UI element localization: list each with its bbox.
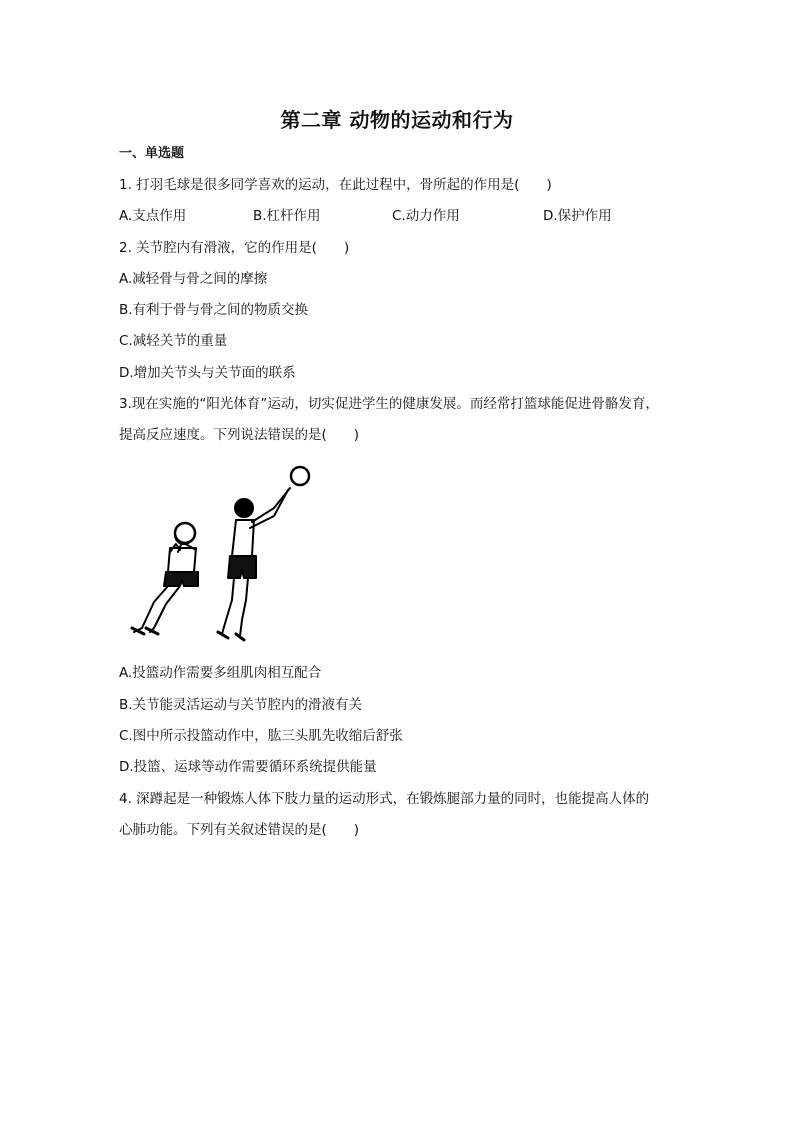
question-4-stem-line-2: 心肺功能。下列有关叙述错误的是( )	[119, 822, 360, 838]
question-4-stem-line-1: 4. 深蹲起是一种锻炼人体下肢力量的运动形式，在锻炼腿部力量的同时，也能提高人体的	[119, 791, 650, 807]
question-2-option-b: B.有利于骨与骨之间的物质交换	[119, 302, 309, 318]
section-heading: 一、单选题	[119, 146, 185, 161]
question-2-stem: 2. 关节腔内有滑液，它的作用是( )	[119, 240, 350, 256]
question-2-option-c: C.减轻关节的重量	[119, 333, 228, 349]
player-1-shirt	[168, 548, 196, 572]
question-3-option-c: C.图中所示投篮动作中，肱三头肌先收缩后舒张	[119, 728, 403, 744]
question-3-option-d: D.投篮、运球等动作需要循环系统提供能量	[119, 759, 377, 775]
question-3-stem-line-2: 提高反应速度。下列说法错误的是( )	[119, 427, 360, 443]
player-2-head	[235, 499, 253, 517]
player-2-shirt	[232, 520, 254, 556]
question-3-stem-line-1: 3.现在实施的“阳光体育”运动，切实促进学生的健康发展。而经常打篮球能促进骨骼发育，	[119, 396, 659, 412]
question-3-option-a: A.投篮动作需要多组肌肉相互配合	[119, 665, 322, 681]
question-1-stem: 1. 打羽毛球是很多同学喜欢的运动，在此过程中，骨所起的作用是( )	[119, 177, 552, 193]
question-2-option-d: D.增加关节头与关节面的联系	[119, 365, 296, 381]
player-2-ball	[291, 467, 309, 485]
basketball-players-icon	[124, 460, 324, 650]
question-1-option-d: D.保护作用	[543, 208, 612, 224]
question-2-option-a: A.减轻骨与骨之间的摩擦	[119, 271, 268, 287]
player-1-shorts	[164, 572, 198, 586]
player-1-ball	[175, 523, 195, 543]
question-1-option-b: B.杠杆作用	[253, 208, 321, 224]
question-1-option-c: C.动力作用	[392, 208, 460, 224]
player-2-shorts	[228, 556, 256, 578]
question-1-option-a: A.支点作用	[119, 208, 187, 224]
question-3-option-b: B.关节能灵活运动与关节腔内的滑液有关	[119, 697, 363, 713]
page-title: 第二章 动物的运动和行为	[280, 108, 514, 132]
